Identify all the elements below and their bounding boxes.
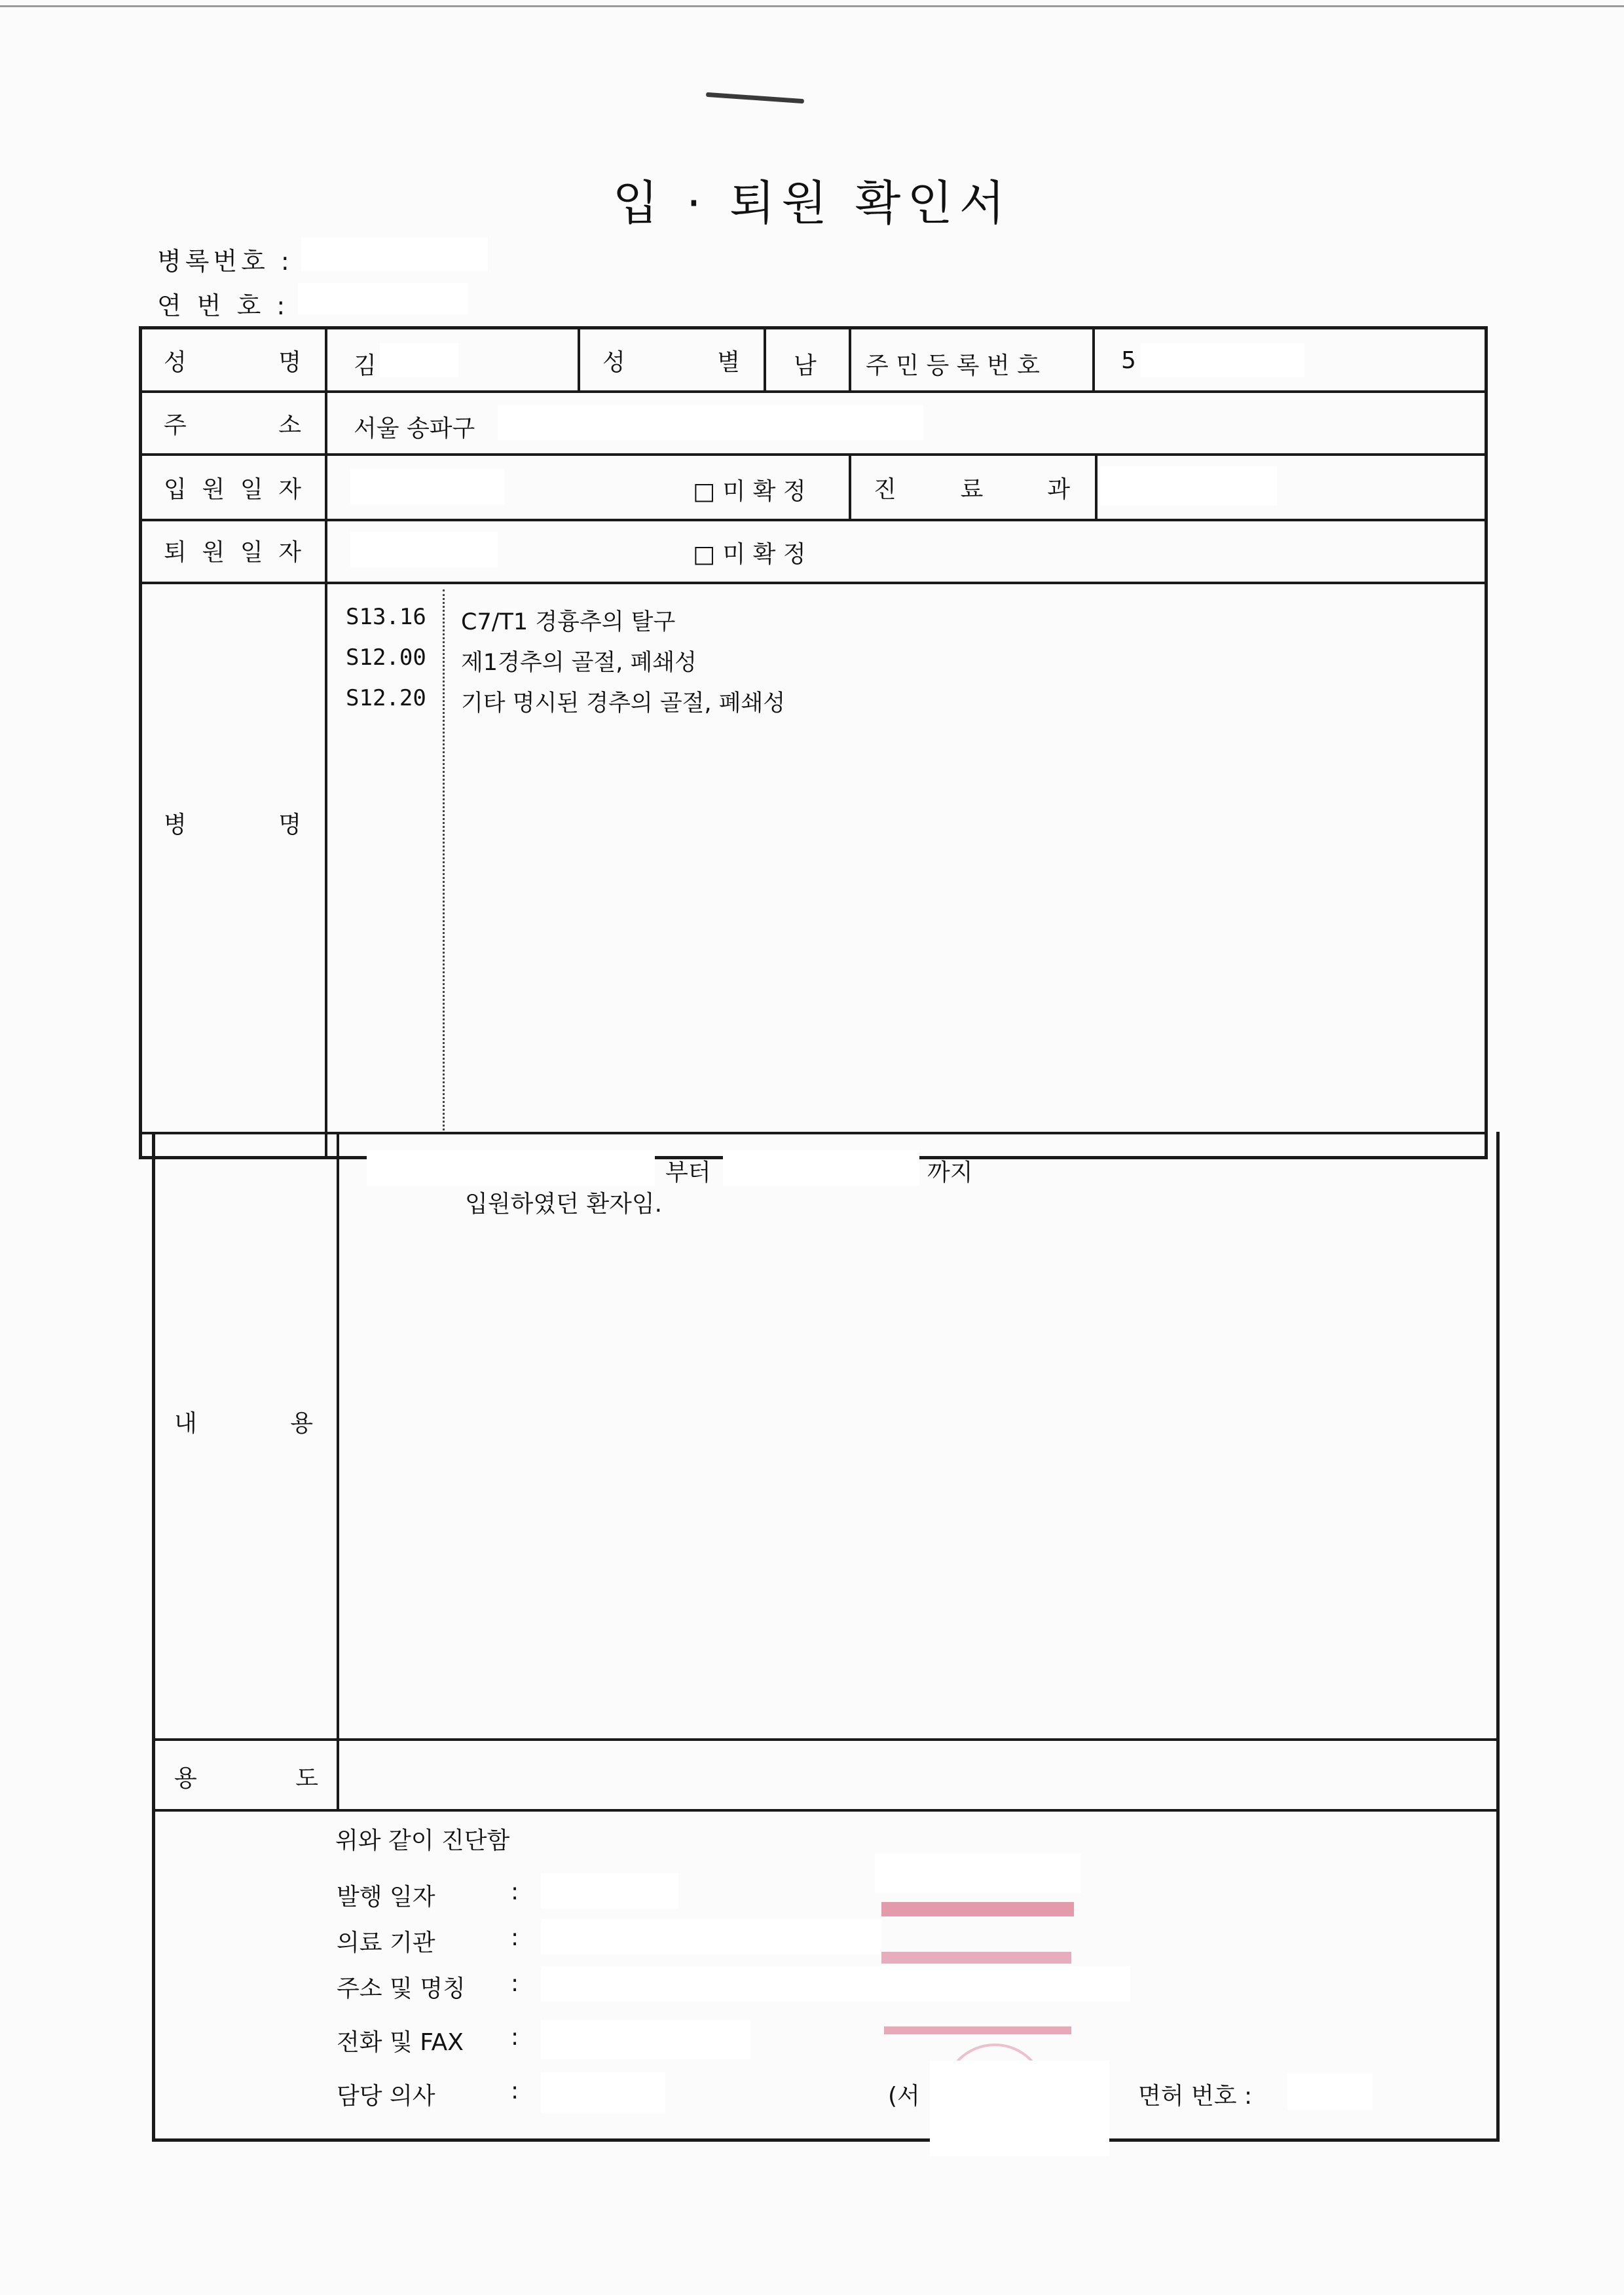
signature-open-paren: (서 xyxy=(888,2083,920,2110)
colon: : xyxy=(511,2024,519,2051)
info-table xyxy=(139,326,1488,1159)
label-char: 입 xyxy=(164,476,187,503)
discharge-date-redaction xyxy=(350,532,498,567)
address-name-redaction xyxy=(541,1966,1130,2002)
seal-redaction xyxy=(875,1854,1080,1893)
doctor-label: 담당 의사 xyxy=(337,2083,435,2110)
phone-fax-redaction xyxy=(541,2020,750,2059)
issue-date-label: 발행 일자 xyxy=(337,1884,435,1911)
content-until-text: 까지 xyxy=(927,1159,973,1186)
content-end-redaction xyxy=(723,1150,919,1185)
sex-label xyxy=(602,341,740,380)
diagnosis-code-divider xyxy=(443,589,445,1130)
label-char: 주 xyxy=(164,411,187,439)
row-divider xyxy=(153,1738,1497,1741)
row-divider xyxy=(153,1809,1497,1812)
diagnosis-name: 제1경추의 골절, 폐쇄성 xyxy=(461,650,697,676)
sex-value: 남 xyxy=(794,352,817,379)
label-column-divider xyxy=(337,1133,339,1812)
label-char: 도 xyxy=(295,1764,318,1792)
label-char: 별 xyxy=(717,348,740,376)
col-divider xyxy=(578,327,580,392)
seal-redaction xyxy=(930,2061,1109,2156)
diagnosis-name: C7/T1 경흉추의 탈구 xyxy=(461,609,676,635)
label-char: 원 xyxy=(202,476,225,503)
discharge-date-label xyxy=(164,531,301,570)
document-title: 입 · 퇴원 확인서 xyxy=(612,176,1012,231)
diagnosis-code: S12.20 xyxy=(346,685,426,711)
content-label xyxy=(174,1402,313,1441)
label-char: 성 xyxy=(602,348,625,376)
name-value: 김 xyxy=(354,352,377,379)
phone-fax-label: 전화 및 FAX xyxy=(337,2029,464,2056)
content-from-text: 부터 xyxy=(665,1159,711,1186)
address-redaction xyxy=(498,405,923,440)
col-divider xyxy=(1095,455,1098,520)
label-char: 자 xyxy=(278,538,301,566)
address-label xyxy=(164,403,301,443)
admission-unconfirmed-checkbox[interactable]: □ 미 확 정 xyxy=(693,478,806,505)
seal-stamp-mark xyxy=(881,1902,1074,1916)
label-char: 원 xyxy=(202,538,225,566)
department-redaction xyxy=(1100,466,1277,506)
label-char: 퇴 xyxy=(164,538,187,566)
label-char: 일 xyxy=(240,538,263,566)
seal-stamp-mark xyxy=(881,1952,1071,1964)
row-divider xyxy=(140,582,1486,584)
rrn-redaction xyxy=(1141,343,1304,377)
record-no-label: 병록번호 : xyxy=(157,247,293,276)
col-divider xyxy=(764,327,766,392)
doctor-redaction xyxy=(541,2072,665,2113)
license-number-redaction xyxy=(1287,2074,1373,2110)
label-char: 료 xyxy=(960,476,984,503)
row-divider xyxy=(140,519,1486,521)
label-char: 용 xyxy=(290,1409,313,1437)
seal-stamp-mark xyxy=(884,2026,1071,2034)
col-divider xyxy=(849,327,851,392)
colon: : xyxy=(511,1924,519,1951)
colon: : xyxy=(511,1878,519,1905)
label-char: 과 xyxy=(1047,476,1070,503)
col-divider xyxy=(1092,327,1095,392)
diagnosis-name: 기타 명시된 경추의 골절, 폐쇄성 xyxy=(461,690,786,717)
issue-date-redaction xyxy=(541,1873,678,1909)
label-char: 진 xyxy=(874,476,896,503)
label-char: 병 xyxy=(164,811,187,838)
colon: : xyxy=(511,2078,519,2104)
record-no-redaction xyxy=(301,237,488,271)
name-label xyxy=(164,341,301,380)
department-label xyxy=(874,468,1070,507)
rrn-label: 주 민 등 록 번 호 xyxy=(866,352,1040,379)
label-column-divider xyxy=(325,327,327,1159)
label-char: 일 xyxy=(240,476,263,503)
admission-date-label xyxy=(164,468,301,507)
serial-no-redaction xyxy=(298,283,468,314)
discharge-unconfirmed-checkbox[interactable]: □ 미 확 정 xyxy=(693,541,806,568)
name-redaction xyxy=(380,343,458,377)
content-statement: 입원하였던 환자임. xyxy=(465,1191,663,1218)
label-char: 내 xyxy=(174,1409,197,1437)
diagnosis-label xyxy=(164,803,301,842)
admission-date-redaction xyxy=(350,469,504,504)
diagnosis-code: S12.00 xyxy=(346,644,426,671)
pen-mark xyxy=(706,92,804,103)
label-char: 성 xyxy=(164,348,187,376)
colon: : xyxy=(511,1970,519,1997)
address-value: 서울 송파구 xyxy=(354,415,475,442)
row-divider xyxy=(140,453,1486,456)
institution-label: 의료 기관 xyxy=(337,1930,435,1956)
row-divider xyxy=(140,390,1486,393)
diagnosis-statement: 위와 같이 진단함 xyxy=(335,1827,510,1854)
col-divider xyxy=(849,455,851,520)
label-char: 소 xyxy=(278,411,301,439)
purpose-label xyxy=(174,1757,318,1796)
content-start-redaction xyxy=(367,1150,655,1185)
page-top-edge xyxy=(0,5,1624,7)
address-name-label: 주소 및 명칭 xyxy=(337,1975,466,2002)
license-number-label: 면허 번호 : xyxy=(1138,2083,1253,2110)
rrn-value: 5 xyxy=(1121,347,1136,374)
diagnosis-code: S13.16 xyxy=(346,604,426,630)
institution-redaction xyxy=(541,1919,881,1954)
serial-no-label: 연 번 호 : xyxy=(157,291,289,320)
label-char: 명 xyxy=(278,348,301,376)
label-char: 명 xyxy=(278,811,301,838)
label-char: 자 xyxy=(278,476,301,503)
label-char: 용 xyxy=(174,1764,197,1792)
